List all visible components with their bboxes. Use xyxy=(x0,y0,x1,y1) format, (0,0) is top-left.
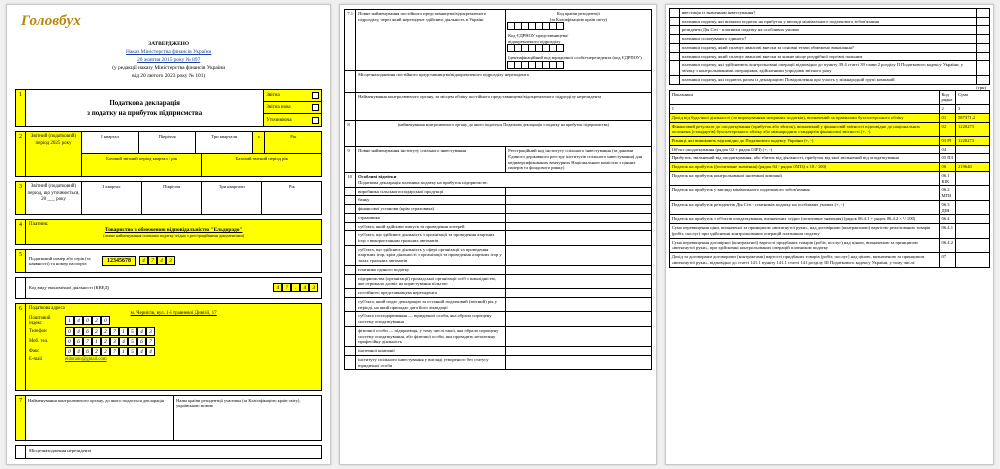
checklist-item-3[interactable]: фінансової установи (крім страховика) xyxy=(356,205,506,214)
top-row-8[interactable]: платники податку, які подають разом із декларацією Повідомлення про участь у міжнародній групі компаній xyxy=(679,75,976,84)
brand-logo xyxy=(21,13,322,30)
table-row xyxy=(669,43,989,52)
col-header-indicator: Показники xyxy=(669,90,939,104)
table-row xyxy=(669,238,989,252)
col-header-sum: Сума xyxy=(956,90,990,104)
checklist-box-5[interactable] xyxy=(506,222,652,231)
table-row xyxy=(669,113,989,122)
nonresident-location-label: Місцезнаходження нерезидента xyxy=(26,445,322,459)
document-page-2 xyxy=(339,4,656,465)
checklist-item-15[interactable]: інституту спільного інвестування у вигляді утвореного без статусу юридичної особи xyxy=(356,355,506,369)
indicator-code-8: 06.2 МПЗ xyxy=(939,186,955,200)
table-row xyxy=(669,163,989,172)
clarified-q3[interactable]: Три квартали xyxy=(202,182,262,214)
row-number-3: 3 xyxy=(15,181,26,215)
address-field-email xyxy=(29,357,318,362)
reporting-period-label-text: Звітний (податковий) період 2025 року xyxy=(30,133,77,146)
table-row xyxy=(669,9,989,18)
col-number-3: 3 xyxy=(956,105,990,114)
representative-location-cell[interactable]: Місцезнаходження постійного представництва/відокремленого підрозділу нерезидента xyxy=(356,71,652,93)
indicator-sum-9[interactable] xyxy=(956,200,990,214)
indicator-text-8[interactable]: Податок на прибуток у вигляді мінімального податкового зобов'язання xyxy=(669,186,939,200)
indicator-text-6[interactable]: Податок на прибуток ((позитивне значення) (рядок 04 - рядок 05ПЗ) х 18 / 100) xyxy=(669,163,939,172)
table-header-numbers-row xyxy=(669,105,989,114)
table-row xyxy=(345,213,651,222)
country-code-sublabel: (за Класифікацією країн світу) xyxy=(549,16,607,22)
kved-row xyxy=(15,277,322,299)
fax-label: Факс xyxy=(29,348,40,354)
indicator-code-11: 06.4.1 xyxy=(939,224,955,238)
country-code-cell xyxy=(506,10,652,71)
indicator-code-7: 06.1 КІК xyxy=(939,171,955,185)
table-row xyxy=(669,137,989,146)
checklist-item-14[interactable]: іноземної компанії xyxy=(356,347,506,356)
tax-number-extra-digits[interactable] xyxy=(139,256,175,265)
table-row xyxy=(669,17,989,26)
checklist-box-12[interactable] xyxy=(506,312,652,326)
page3-top-table xyxy=(669,8,990,85)
special-marks-title: Особливі відмітки xyxy=(358,174,397,180)
kved-label: Код виду економічної діяльності (КВЕД) xyxy=(29,285,110,291)
checkbox-zvitna-nova-label: Звітна нова xyxy=(266,105,291,111)
postcode-value[interactable]: 1 4 0 2 0 xyxy=(65,316,110,325)
base-period-year: Базовий звітний період рік xyxy=(202,154,321,176)
tax-digit-3[interactable]: 4 xyxy=(157,256,166,265)
brand-logo-text: Головбух xyxy=(21,13,81,29)
mobile-value[interactable]: 0 6 7 1 2 3 4 5 6 7 xyxy=(65,337,155,346)
checkbox-zvitna-nova-box[interactable] xyxy=(312,104,319,111)
indicator-code-13: 07 xyxy=(939,253,955,267)
indicator-sum-6[interactable]: 219640 xyxy=(956,163,990,172)
checklist-item-2[interactable]: банку xyxy=(356,196,506,205)
table-row xyxy=(345,297,651,311)
top-row-5[interactable]: платники податку, який сплачує авансові внески за основні етапи обмежено виконання? xyxy=(679,43,976,52)
nonresident-location-row xyxy=(15,445,322,459)
period-half[interactable]: Півріччя xyxy=(139,132,196,154)
address-field-postcode xyxy=(29,316,318,326)
tax-digit-1[interactable]: 4 xyxy=(139,256,148,265)
table-row xyxy=(669,75,989,84)
row-number-8: 8 xyxy=(345,121,356,147)
indicator-sum-11[interactable] xyxy=(956,224,990,238)
indicator-sum-4[interactable] xyxy=(956,145,990,154)
checklist-item-10[interactable]: постійного представництва нерезидента xyxy=(356,289,506,298)
table-row xyxy=(345,187,651,196)
row-number-blank-1 xyxy=(345,71,356,93)
checklist-box-9[interactable] xyxy=(506,274,652,288)
phone-label: Телефон xyxy=(29,328,47,334)
table-row xyxy=(345,347,651,356)
indicator-code-3: 03 РІ xyxy=(939,137,955,146)
approval-block xyxy=(15,40,322,81)
table-row xyxy=(669,35,989,44)
indicator-text-3[interactable]: Різниці, які виникають відповідно до Податкового кодексу України (+, -) xyxy=(669,137,939,146)
checkbox-zvitna[interactable] xyxy=(264,90,321,102)
row-number-2: 2 xyxy=(15,131,26,177)
edrpou-boxes[interactable] xyxy=(508,44,649,52)
checklist-box-13[interactable] xyxy=(506,326,652,346)
nonresident-id-label: Ідентифікаційний код юридичної особи-нерезидента (код ЄДРПОУ) xyxy=(508,55,642,61)
payer-name[interactable]: Товариство з обмеженою відповідальністю "Ельдорадо" xyxy=(104,226,243,233)
table-row xyxy=(669,253,989,267)
period-year[interactable]: Рік xyxy=(265,132,321,154)
tax-number-row xyxy=(15,249,322,273)
reporting-period-label xyxy=(26,132,82,176)
declaration-title xyxy=(26,89,264,127)
clarified-period-grid xyxy=(26,181,322,215)
indicator-sum-12[interactable] xyxy=(956,238,990,252)
period-mark[interactable]: х xyxy=(253,132,265,154)
top-row-1[interactable]: нвестиція із значенням інвестування? xyxy=(679,9,976,18)
indicator-code-9: 06.3 ДІЯ xyxy=(939,200,955,214)
table-row xyxy=(669,52,989,61)
table-row xyxy=(345,93,651,121)
col-number-2: 2 xyxy=(939,105,955,114)
checklist-item-9[interactable]: підприємства (організації) громадської організації осіб з інвалідністю, яке отримало дозвіл на користування пільгою xyxy=(356,274,506,288)
mobile-label: Моб. тел. xyxy=(29,338,49,344)
top-row-6[interactable]: платники податку, який сплачує авансові внески за кожне місце роздрібної торгівлі пальним xyxy=(679,52,976,61)
table-row xyxy=(345,326,651,346)
table-row xyxy=(669,224,989,238)
indicator-sum-5[interactable] xyxy=(956,154,990,163)
period-q3[interactable]: Три квартали xyxy=(196,132,253,154)
table-row xyxy=(345,222,651,231)
table-row xyxy=(345,312,651,326)
checklist-item-1[interactable]: виробника сільськогосподарської продукції xyxy=(356,187,506,196)
checklist-box-7[interactable] xyxy=(506,245,652,265)
table-row xyxy=(669,61,989,75)
checklist-box-8[interactable] xyxy=(506,265,652,274)
table-row xyxy=(345,147,651,173)
row-number-10: 10 xyxy=(345,173,356,187)
tax-office-block xyxy=(26,395,322,441)
table-row xyxy=(345,231,651,245)
indicator-text-9[interactable]: Податок на прибуток резидентів Дія Сіті - платників податку на особливих умовах (+, -) xyxy=(669,200,939,214)
tax-office-hint: Назва країни резидентції учасника (за Класифікацією країн світу), українською мовою xyxy=(176,397,301,408)
kved-block xyxy=(26,277,322,299)
indicator-text-12[interactable]: Сума перевищення договірної (контрактної) вартості придбаних товарів (робіт, послуг) над ціною, визначеною за принципом «витягнутої руки», при здійсненні контрольованих операцій платником податку xyxy=(669,238,939,252)
checklist-box-1[interactable] xyxy=(506,187,652,196)
checkbox-zvitna-box[interactable] xyxy=(312,92,319,99)
row-number-1: 1 xyxy=(15,89,26,127)
currency-note: (грн) xyxy=(976,84,986,90)
country-code-boxes[interactable] xyxy=(508,22,649,30)
checklist-item-13[interactable]: фізичної особи — підприємця, у тому числі такої, яка обрала спрощену систему оподаткування, або фізичної особи, яка провадить незалежну професійну діяльність xyxy=(356,326,506,346)
payer-row xyxy=(15,219,322,245)
indicator-code-4: 04 xyxy=(939,145,955,154)
table-row xyxy=(669,26,989,35)
indicator-code-12: 06.4.2 xyxy=(939,238,955,252)
checklist-box-14[interactable] xyxy=(506,347,652,356)
email-label: E-mail xyxy=(29,356,43,362)
indicator-sum-7[interactable] xyxy=(956,171,990,185)
indicator-text-4[interactable]: Об'єкт оподаткування (рядок 02 + рядок 03РІ) (+, -) xyxy=(669,145,939,154)
address-value[interactable]: м. Чернігів, вул. 1-ї травневої Дивізії, 17 xyxy=(130,310,217,316)
investment-institute-code-cell: Реєстраційний код інституту спільного інвестування (за даними Єдиного державного реєстру інститутів спільного інвестування) для недиверсифікованих венчурних Національною комісією з цінних паперів та фондового ринку) xyxy=(506,147,652,173)
edrpou-label: Код ЄДРНОУ представництва/ xyxy=(508,33,569,38)
top-row-2[interactable]: платники податку, які визнали податок на прибуток у вигляді мінімального податкового зобов'язання xyxy=(679,17,976,26)
indicator-code-1: 01 xyxy=(939,113,955,122)
tax-number-block xyxy=(26,249,322,273)
checklist-item-6[interactable]: суб'єкта, що здійснює діяльність з організації та проведення азартних ігор з використанням гральних автоматів xyxy=(356,231,506,245)
page2-table xyxy=(344,9,651,370)
indicator-text-5[interactable]: Прибуток, звільнений від оподаткування, або збиток від діяльності, прибуток від якої звільнений від оподаткування xyxy=(669,154,939,163)
checkbox-utochnyuyucha-box[interactable] xyxy=(312,117,319,124)
tax-digit-4[interactable]: 3 xyxy=(166,256,175,265)
representative-name-cell[interactable]: Повне найменування постійного представництва/відокремленого підрозділу, через який нерезидент здійснює діяльність в Україні xyxy=(356,10,506,71)
supervisory-body-hint: (найменування контролюючого органу, до якого подається Податкова декларація з податку на прибуток підприємства) xyxy=(356,121,652,147)
table-row xyxy=(345,121,651,147)
clarified-half[interactable]: Півріччя xyxy=(142,182,202,214)
tax-office-row xyxy=(15,395,322,441)
country-code-label: Код країни резидентції xyxy=(556,11,600,16)
page3-main-table xyxy=(669,90,990,268)
indicator-code-6: 06 xyxy=(939,163,955,172)
kved-digits[interactable]: 4 7 . 4 3 xyxy=(273,283,318,292)
document-page-3 xyxy=(665,4,994,465)
indicator-code-5: 05 ПЗ xyxy=(939,154,955,163)
table-row xyxy=(669,171,989,185)
table-row xyxy=(345,274,651,288)
table-row xyxy=(345,355,651,369)
reporting-period-quarters xyxy=(82,132,321,176)
period-q1[interactable]: I квартал xyxy=(82,132,139,154)
table-row xyxy=(345,10,651,71)
table-row xyxy=(669,145,989,154)
indicator-text-2[interactable]: Фінансовий результат до оподаткування (прибуток або збиток), визначений у фінансовій звітності відповідно до національних положень (стандартів) бухгалтерського обліку або міжнародних стандартів фінансової звітності (+, -) xyxy=(669,122,939,136)
address-field-phone xyxy=(29,327,318,336)
table-row xyxy=(669,215,989,224)
table-row xyxy=(345,265,651,274)
checklist-box-11[interactable] xyxy=(506,297,652,311)
address-field-fax xyxy=(29,347,318,356)
declaration-title-line-2: з податку на прибуток підприємства xyxy=(87,108,203,117)
indicator-sum-2[interactable]: 1220273 xyxy=(956,122,990,136)
declaration-type-checkboxes xyxy=(264,89,322,127)
indicator-sum-8[interactable] xyxy=(956,186,990,200)
approval-line-3[interactable]: 20 жовтня 2015 року № 897 xyxy=(137,57,201,64)
tax-number-label: Податковий номер або серія (за наявності) та номер паспорта xyxy=(29,255,91,266)
indicator-text-13[interactable]: Дохід за договорами договорами (контрактами) вартості придбаних товарів (робіт, послуг) над ціною, визначеною за принципом «витягнутої руки», відповідно до статті 141.1 пункту 141.1 статті 141 розділу III Податкового кодексу України, у тому числі: xyxy=(669,253,939,267)
phone-value[interactable]: 0 4 6 2 2 7 1 5 4 3 xyxy=(65,327,155,336)
checkbox-zvitna-nova[interactable] xyxy=(264,102,321,114)
table-row xyxy=(345,196,651,205)
indicator-sum-13[interactable] xyxy=(956,253,990,267)
checklist-box-3[interactable] xyxy=(506,205,652,214)
checklist-item-5[interactable]: суб'єкта, який здійснює випуск та проведення лотерей xyxy=(356,222,506,231)
col-header-code: Код рядка xyxy=(939,90,955,104)
fax-value[interactable]: 0 4 6 2 2 7 1 5 4 4 xyxy=(65,347,155,356)
top-row-7[interactable]: платники податку, які здійснюють контрольовані операції відповідно до пункту 39.4 статті 39 глави 2 розділу II Податкового кодексу України, у зв'язку з контрольованими операціями, здійсненими упродовж звітного року xyxy=(679,61,976,75)
reporting-period-grid xyxy=(26,131,322,177)
edrpou-sublabel: відокремленого підрозділу xyxy=(508,38,561,44)
checklist-item-7[interactable]: суб'єкта, що здійснює діяльність у сфері організації та проведення азартних ігор, крім діяльності з організації та проведення азартних ігор у залах гральних автоматів xyxy=(356,245,506,265)
payer-block xyxy=(26,219,322,245)
email-value[interactable]: eldorado@gmail.com xyxy=(65,356,107,362)
clarified-q1[interactable]: I квартал xyxy=(82,182,142,214)
tax-number-value[interactable]: 12345678 xyxy=(102,256,136,266)
postcode-label: Поштовий індекс xyxy=(29,315,51,326)
approval-line-1: ЗАТВЕРДЖЕНО xyxy=(148,41,190,47)
supervisory-body-cell[interactable]: Найменування контролюючого органу, за місцем обліку постійного представництва/відокремленого підрозділу нерезидента xyxy=(356,93,652,121)
checklist-box-10[interactable] xyxy=(506,289,652,298)
col-number-1: 1 xyxy=(669,105,939,114)
checkbox-utochnyuyucha[interactable] xyxy=(264,114,321,125)
indicator-text-7[interactable]: Податок на прибуток контрольованої іноземної компанії xyxy=(669,171,939,185)
checklist-box-6[interactable] xyxy=(506,231,652,245)
row-number-6: 6 xyxy=(15,303,26,391)
table-header-row xyxy=(669,90,989,104)
table-row xyxy=(345,173,651,187)
table-row xyxy=(669,122,989,136)
indicator-sum-1[interactable]: 587371,2 xyxy=(956,113,990,122)
investment-institute-cell[interactable]: Повне найменування інституту спільного інвестування xyxy=(356,147,506,173)
special-marks-subtitle: Податкова декларація платника податку на прибуток підприємств: xyxy=(358,179,488,185)
row-number-blank-2 xyxy=(345,93,356,121)
top-row-3[interactable]: резиденти Дія Сіті - платники податку на особливих умовах xyxy=(679,26,976,35)
indicator-sum-10[interactable] xyxy=(956,215,990,224)
table-row xyxy=(669,186,989,200)
checkbox-zvitna-label: Звітна xyxy=(266,92,280,98)
base-period-quarter-year: Базовий звітний період квартал / рік xyxy=(82,154,202,176)
indicator-sum-3[interactable]: 1220273 xyxy=(956,137,990,146)
indicator-text-1[interactable]: Дохід від будь-якої діяльності (за вирахуванням непрямих податків), визначений за правилами бухгалтерського обліку xyxy=(669,113,939,122)
clarified-period-label: Звітний (податковий) період, що уточнюється, 20 ___ року xyxy=(26,182,82,214)
row-number-7: 7 xyxy=(15,395,26,441)
nonresident-id-boxes[interactable] xyxy=(508,61,649,69)
checkbox-utochnyuyucha-label: Уточнююча xyxy=(266,117,292,123)
row-number-7-1: 7.1 xyxy=(345,10,356,71)
payer-label: Платник: xyxy=(29,221,49,227)
approval-line-2[interactable]: Наказ Міністерства фінансів України xyxy=(125,49,212,56)
indicator-text-10[interactable]: Податок на прибуток з об'єктів оподаткування, визначених згідно (позитивне значення) (рядок 06.4.1 + рядок 06.4.2 × ¹/ 100) xyxy=(669,215,939,224)
top-row-4[interactable]: платники сплачуваного єдиного? xyxy=(679,35,976,44)
table-row xyxy=(345,289,651,298)
payer-hint: (повне найменування платника податку згідно з реєстраційними документами) xyxy=(103,232,245,238)
declaration-title-row xyxy=(15,89,322,127)
table-row xyxy=(345,205,651,214)
table-row xyxy=(669,154,989,163)
document-page-1 xyxy=(6,4,331,465)
row-number-5: 5 xyxy=(15,249,26,273)
declaration-title-line-1: Податкова декларація xyxy=(109,98,180,107)
special-marks-cell xyxy=(356,173,652,187)
table-row xyxy=(345,71,651,93)
address-row xyxy=(15,303,322,391)
checklist-item-12[interactable]: суб'єкта господарювання — юридичної особи, яка обрала спрощену систему оподаткування xyxy=(356,312,506,326)
checklist-item-4[interactable]: страховика xyxy=(356,213,506,222)
checklist-item-11[interactable]: суб'єкта, який подає декларацію за останній податковий (звітний) рік у періоді, на який припадає дата його ліквідації xyxy=(356,297,506,311)
clarified-period-row xyxy=(15,181,322,215)
checklist-item-8[interactable]: платника єдиного податку xyxy=(356,265,506,274)
indicator-text-11[interactable]: Сума перевищення ціни, визначеної за принципом «витягнутої руки», над договірною (контрактною) вартістю реалізованих товарів (робіт, послуг) при здійсненні контрольованих операцій платником податку xyxy=(669,224,939,238)
row-number-4: 4 xyxy=(15,219,26,245)
address-block xyxy=(26,303,322,391)
reporting-period-row xyxy=(15,131,322,177)
tax-digit-2[interactable]: 7 xyxy=(148,256,157,265)
table-row xyxy=(345,245,651,265)
address-label: Податкова адреса xyxy=(29,305,65,311)
tax-office-label: Найменування контролюючого органу, до якого подається декларація xyxy=(26,396,174,440)
table-row xyxy=(669,200,989,214)
indicator-code-10: 06.4 xyxy=(939,215,955,224)
indicator-code-2: 02 xyxy=(939,122,955,136)
row-number-9: 9 xyxy=(345,147,356,173)
checklist-box-4[interactable] xyxy=(506,213,652,222)
checklist-box-2[interactable] xyxy=(506,196,652,205)
clarified-year[interactable]: Рік xyxy=(262,182,321,214)
address-field-mobile xyxy=(29,337,318,346)
approval-line-5: від 20 лютого 2023 року № 101) xyxy=(132,73,206,80)
approval-line-4: (у редакції наказу Міністерства фінансів України xyxy=(112,65,226,72)
checklist-box-15[interactable] xyxy=(506,355,652,369)
